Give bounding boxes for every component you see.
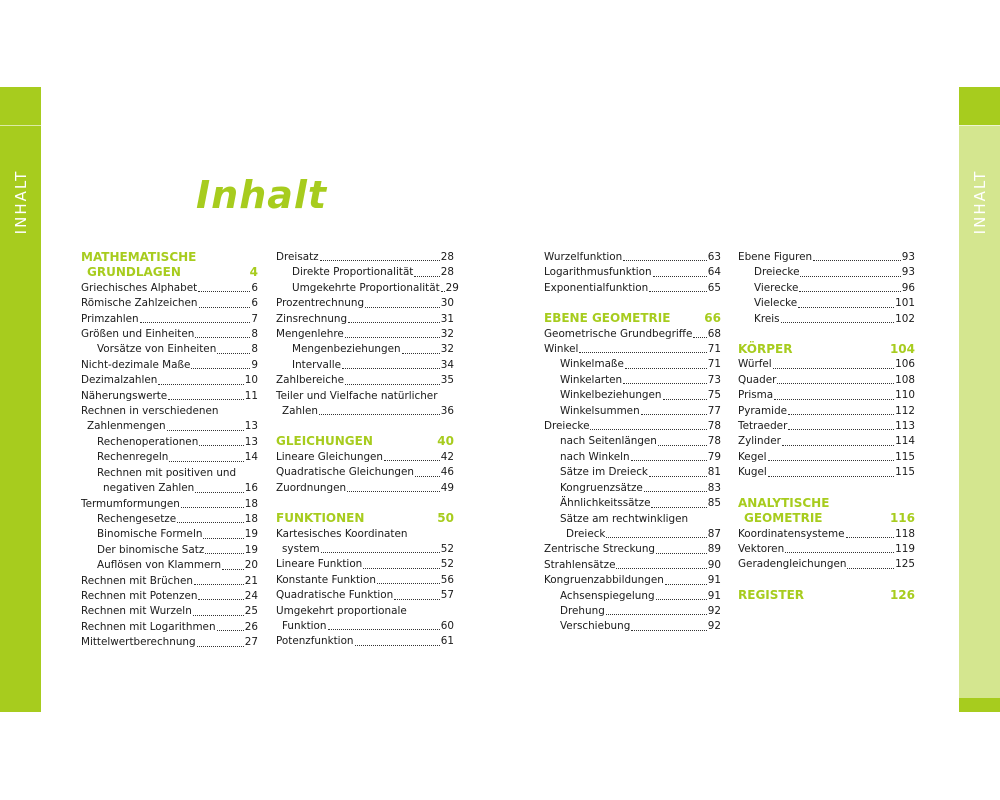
toc-column-4 xyxy=(738,250,915,603)
toc-entry[interactable]: Würfel 106 xyxy=(738,358,915,371)
section-heading[interactable]: KÖRPER 104 xyxy=(738,342,915,357)
toc-entry[interactable]: Römische Zahlzeichen 6 xyxy=(81,297,258,310)
toc-entry[interactable]: Vektoren 119 xyxy=(738,542,915,555)
section-heading: GRUNDLAGEN 4 xyxy=(87,265,258,280)
toc-entry[interactable]: Winkelsummen 77 xyxy=(560,404,721,417)
toc-entry-line[interactable]: Umgekehrt proportionale xyxy=(276,604,407,617)
book-spread xyxy=(0,87,1000,712)
toc-entry[interactable]: Rechenregeln 14 xyxy=(97,451,258,464)
toc-entry[interactable]: Direkte Proportionalität 28 xyxy=(292,266,454,279)
toc-entry[interactable]: Größen und Einheiten 8 xyxy=(81,328,258,341)
toc-entry[interactable]: Kongruenzsätze 83 xyxy=(560,481,721,494)
toc-entry[interactable]: Zahlbereiche 35 xyxy=(276,374,454,387)
toc-entry[interactable]: Vielecke 101 xyxy=(754,297,915,310)
toc-entry[interactable]: Winkelmaße 71 xyxy=(560,358,721,371)
toc-entry-line[interactable]: Teiler und Vielfache natürlicher xyxy=(276,389,438,402)
toc-entry[interactable]: Der binomische Satz 19 xyxy=(97,543,258,556)
toc-entry[interactable]: Winkelarten 73 xyxy=(560,373,721,386)
toc-entry-line[interactable]: Sätze am rechtwinkligen xyxy=(560,512,689,525)
section-heading[interactable]: FUNKTIONEN 50 xyxy=(276,511,454,526)
toc-entry-line[interactable]: Rechnen in verschiedenen xyxy=(81,405,219,418)
toc-entry[interactable]: Zylinder 114 xyxy=(738,435,915,448)
toc-entry[interactable]: Zahlen 36 xyxy=(282,405,454,418)
toc-entry[interactable]: Dreisatz 28 xyxy=(276,251,454,263)
toc-entry[interactable]: negativen Zahlen 16 xyxy=(103,482,258,495)
toc-entry[interactable]: Vorsätze von Einheiten 8 xyxy=(97,343,258,356)
toc-entry[interactable]: Rechenoperationen 13 xyxy=(97,435,258,448)
toc-entry[interactable]: Griechisches Alphabet 6 xyxy=(81,281,258,294)
toc-entry[interactable]: Mengenbeziehungen 32 xyxy=(292,343,454,356)
toc-entry[interactable]: Zahlenmengen 13 xyxy=(87,420,258,433)
toc-entry[interactable]: Kongruenzabbildungen 91 xyxy=(544,574,721,587)
section-heading[interactable]: GEOMETRIE 116 xyxy=(744,511,915,526)
toc-entry[interactable]: Dreiecke 93 xyxy=(754,266,915,279)
toc-entry[interactable]: Auflösen von Klammern 20 xyxy=(97,559,258,572)
section-heading[interactable]: REGISTER 126 xyxy=(738,587,915,602)
toc-entry[interactable]: Ähnlichkeitssätze 85 xyxy=(560,497,721,510)
toc-entry-line[interactable]: Rechnen mit positiven und xyxy=(97,466,237,479)
toc-entry[interactable]: Binomische Formeln 19 xyxy=(97,528,258,541)
left-chapter-tab xyxy=(0,87,41,712)
toc-entry[interactable]: Zuordnungen 49 xyxy=(276,481,454,494)
toc-entry[interactable]: Intervalle 34 xyxy=(292,358,454,371)
right-tab-label: INHALT xyxy=(970,169,989,235)
toc-entry[interactable]: Näherungswerte 11 xyxy=(81,389,258,402)
toc-entry[interactable]: Umgekehrte Proportionalität 29 xyxy=(292,281,459,294)
toc-entry[interactable]: Tetraeder 113 xyxy=(738,420,915,433)
toc-entry-line[interactable]: Kartesisches Koordinaten xyxy=(276,527,408,540)
toc-entry[interactable]: Kugel 115 xyxy=(738,466,915,479)
toc-entry[interactable]: Rechnen mit Wurzeln 25 xyxy=(81,605,258,618)
toc-entry[interactable]: Prozentrechnung 30 xyxy=(276,297,454,310)
toc-entry[interactable]: Geometrische Grundbegriffe 68 xyxy=(544,327,721,340)
toc-entry[interactable]: Dreiecke 78 xyxy=(544,420,721,433)
toc-entry[interactable]: Quader 108 xyxy=(738,373,915,386)
toc-entry[interactable]: Achsenspiegelung 91 xyxy=(560,589,721,602)
toc-entry[interactable]: Dreieck 87 xyxy=(566,527,721,540)
toc-entry[interactable]: Zinsrechnung 31 xyxy=(276,312,454,325)
toc-column-2 xyxy=(276,250,459,650)
toc-entry[interactable]: Strahlensätze 90 xyxy=(544,558,721,571)
page-title: Inhalt xyxy=(196,173,328,217)
section-heading[interactable]: EBENE GEOMETRIE 66 xyxy=(544,311,721,326)
toc-entry[interactable]: Mittelwertberechnung 27 xyxy=(81,636,258,649)
toc-entry[interactable]: nach Winkeln 79 xyxy=(560,450,721,463)
toc-entry[interactable]: Dezimalzahlen 10 xyxy=(81,374,258,387)
toc-entry[interactable]: system 52 xyxy=(282,542,454,555)
toc-entry[interactable]: Logarithmusfunktion 64 xyxy=(544,266,721,279)
section-heading: MATHEMATISCHE xyxy=(81,250,197,264)
toc-entry[interactable]: Potenzfunktion 61 xyxy=(276,635,454,648)
toc-entry[interactable]: Rechnen mit Brüchen 21 xyxy=(81,574,258,587)
toc-entry[interactable]: Drehung 92 xyxy=(560,604,721,617)
toc-entry[interactable]: Wurzelfunktion 63 xyxy=(544,251,721,263)
toc-entry[interactable]: Rechnen mit Potenzen 24 xyxy=(81,589,258,602)
toc-entry[interactable]: Kreis 102 xyxy=(754,312,915,325)
toc-entry[interactable]: Winkel 71 xyxy=(544,343,721,356)
toc-entry[interactable]: Rechnen mit Logarithmen 26 xyxy=(81,620,258,633)
toc-column-3 xyxy=(544,250,721,635)
toc-entry[interactable]: Mengenlehre 32 xyxy=(276,328,454,341)
section-heading[interactable]: ANALYTISCHE xyxy=(738,495,830,510)
toc-entry[interactable]: Prisma 110 xyxy=(738,389,915,402)
section-heading[interactable]: GLEICHUNGEN 40 xyxy=(276,434,454,449)
toc-entry[interactable]: Quadratische Funktion 57 xyxy=(276,589,454,602)
toc-entry[interactable]: Exponentialfunktion 65 xyxy=(544,281,721,294)
toc-entry[interactable]: Termumformungen 18 xyxy=(81,497,258,510)
toc-entry[interactable]: Primzahlen 7 xyxy=(81,312,258,325)
toc-entry[interactable]: Pyramide 112 xyxy=(738,404,915,417)
toc-entry[interactable]: Kegel 115 xyxy=(738,450,915,463)
toc-entry[interactable]: nach Seitenlängen 78 xyxy=(560,435,721,448)
toc-entry[interactable]: Quadratische Gleichungen 46 xyxy=(276,466,454,479)
toc-entry[interactable]: Vierecke 96 xyxy=(754,281,915,294)
toc-entry[interactable]: Verschiebung 92 xyxy=(560,620,721,633)
toc-entry[interactable]: Zentrische Streckung 89 xyxy=(544,543,721,556)
toc-entry[interactable]: Lineare Funktion 52 xyxy=(276,558,454,571)
toc-column-1 xyxy=(81,250,258,651)
toc-entry[interactable]: Nicht-dezimale Maße 9 xyxy=(81,358,258,371)
left-tab-label: INHALT xyxy=(11,169,30,235)
toc-entry[interactable]: Funktion 60 xyxy=(282,619,454,632)
toc-entry[interactable]: Lineare Gleichungen 42 xyxy=(276,450,454,463)
toc-entry[interactable]: Konstante Funktion 56 xyxy=(276,573,454,586)
toc-entry[interactable]: Winkelbeziehungen 75 xyxy=(560,389,721,402)
toc-entry[interactable]: Koordinatensysteme 118 xyxy=(738,527,915,540)
toc-entry[interactable]: Rechengesetze 18 xyxy=(97,512,258,525)
toc-entry[interactable]: Ebene Figuren 93 xyxy=(738,251,915,263)
toc-entry[interactable]: Sätze im Dreieck 81 xyxy=(560,466,721,479)
right-chapter-tab xyxy=(959,87,1000,712)
toc-entry[interactable]: Geradengleichungen 125 xyxy=(738,558,915,571)
